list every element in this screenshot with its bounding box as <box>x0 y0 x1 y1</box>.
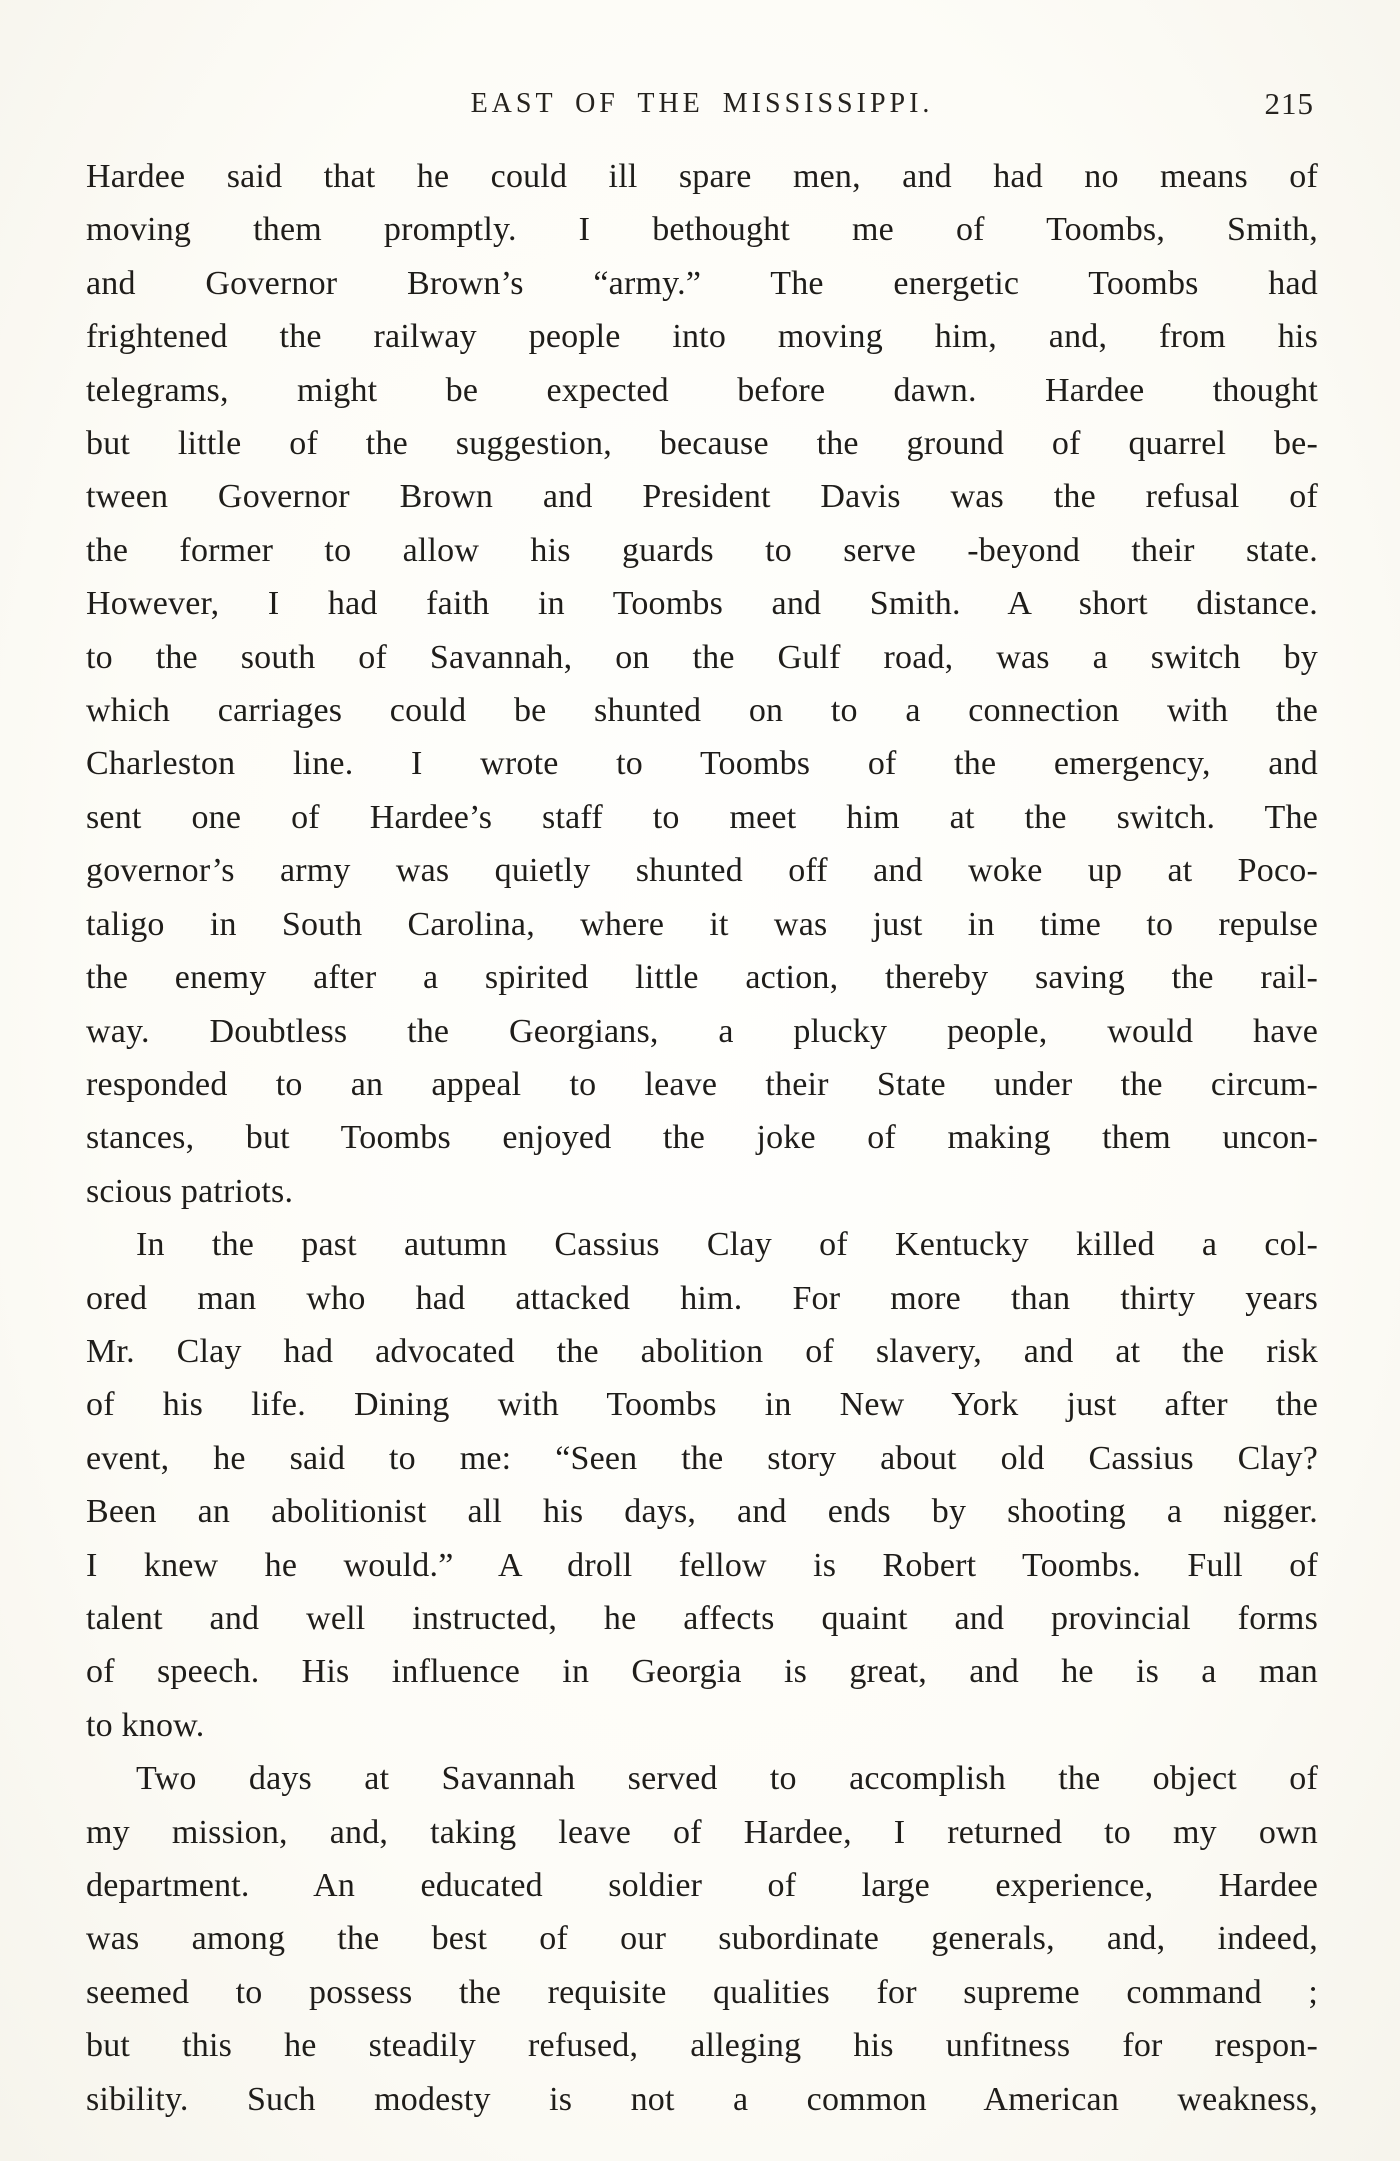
text-line: talent and well instructed, he affects quaint and provincial forms <box>86 1599 1318 1637</box>
text-line: was among the best of our subordinate generals, and, indeed, <box>86 1920 1318 1958</box>
text-line: sent one of Hardee’s staff to meet him at the switch. The <box>86 798 1318 836</box>
page-body <box>86 150 1318 2126</box>
text-line: Two days at Savannah served to accomplish the object of <box>136 1760 1318 1798</box>
page-number: 215 <box>1264 86 1314 121</box>
text-line: seemed to possess the requisite qualities for supreme command ; <box>86 1973 1318 2011</box>
text-line: but this he steadily refused, alleging his unfitness for respon- <box>86 2027 1318 2065</box>
text-line: ored man who had attacked him. For more than thirty years <box>86 1279 1318 1317</box>
text-line: I knew he would.” A droll fellow is Robert Toombs. Full of <box>86 1546 1318 1584</box>
text-line: However, I had faith in Toombs and Smith. A short distance. <box>86 585 1318 623</box>
text-line: Mr. Clay had advocated the abolition of slavery, and at the risk <box>86 1332 1318 1370</box>
page-header <box>88 88 1316 136</box>
text-line: In the past autumn Cassius Clay of Kentucky killed a col- <box>136 1226 1318 1264</box>
text-line: which carriages could be shunted on to a connection with the <box>86 692 1318 730</box>
text-line: stances, but Toombs enjoyed the joke of making them uncon- <box>86 1119 1318 1157</box>
text-line: event, he said to me: “Seen the story about old Cassius Clay? <box>86 1439 1318 1477</box>
text-line: scious patriots. <box>86 1172 294 1210</box>
paragraph <box>86 1752 1318 2126</box>
text-line: of speech. His influence in Georgia is great, and he is a man <box>86 1653 1318 1691</box>
text-line: of his life. Dining with Toombs in New York just after the <box>86 1386 1318 1424</box>
text-line: the enemy after a spirited little action, thereby saving the rail- <box>86 959 1318 997</box>
text-line: to the south of Savannah, on the Gulf road, was a switch by <box>86 638 1318 676</box>
text-line: but little of the suggestion, because the ground of quarrel be- <box>86 425 1318 463</box>
text-line: department. An educated soldier of large experience, Hardee <box>86 1867 1318 1904</box>
text-line: responded to an appeal to leave their State under the circum- <box>86 1065 1318 1103</box>
text-line: frightened the railway people into moving him, and, from his <box>86 318 1318 356</box>
text-line: the former to allow his guards to serve -beyond their state. <box>86 531 1318 569</box>
text-line: Hardee said that he could ill spare men, and had no means of <box>86 158 1318 195</box>
text-line: way. Doubtless the Georgians, a plucky people, would have <box>86 1012 1318 1050</box>
text-line: sibility. Such modesty is not a common American weakness, <box>86 2080 1318 2118</box>
text-line: governor’s army was quietly shunted off and woke up at Poco- <box>86 852 1318 890</box>
text-line: moving them promptly. I bethought me of Toombs, Smith, <box>86 211 1318 249</box>
text-line: to know. <box>86 1706 205 1744</box>
running-title: EAST OF THE MISSISSIPPI. <box>470 88 934 119</box>
text-line: Been an abolitionist all his days, and ends by shooting a nigger. <box>86 1493 1318 1531</box>
paragraph <box>86 1218 1318 1752</box>
text-line: Charleston line. I wrote to Toombs of the emergency, and <box>86 745 1318 783</box>
text-line: telegrams, might be expected before dawn. Hardee thought <box>86 371 1318 409</box>
text-line: my mission, and, taking leave of Hardee, I returned to my own <box>86 1813 1318 1851</box>
text-line: taligo in South Carolina, where it was just in time to repulse <box>86 905 1318 943</box>
paragraph <box>86 150 1318 1218</box>
text-line: and Governor Brown’s “army.” The energetic Toombs had <box>86 264 1318 302</box>
text-line: tween Governor Brown and President Davis was the refusal of <box>86 478 1318 516</box>
